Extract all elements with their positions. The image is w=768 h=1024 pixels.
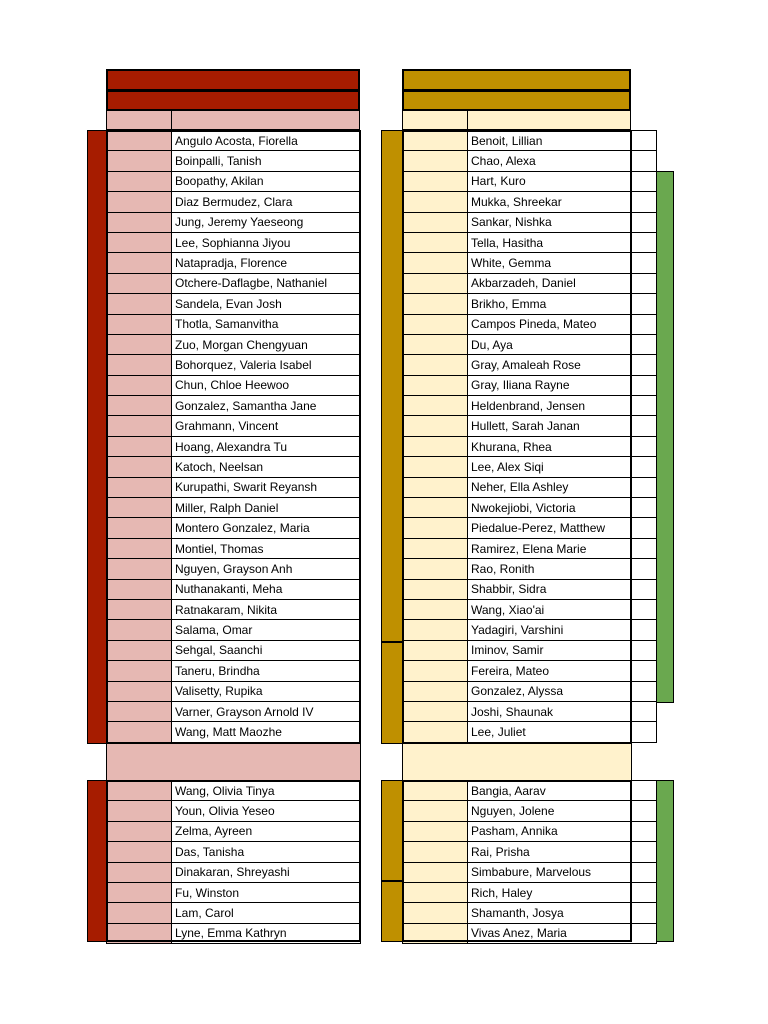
table-row — [403, 923, 657, 943]
row-color-cell[interactable] — [403, 436, 468, 456]
row-color-cell[interactable] — [403, 131, 468, 151]
student-name-cell[interactable]: Miller, Ralph Daniel — [172, 498, 361, 518]
student-name-cell[interactable]: Nguyen, Grayson Anh — [172, 559, 361, 579]
table-row — [107, 701, 361, 721]
row-color-cell[interactable] — [403, 801, 468, 821]
row-color-cell[interactable] — [403, 416, 468, 436]
row-color-cell[interactable] — [107, 599, 172, 619]
student-name-cell[interactable]: Du, Aya — [468, 334, 657, 354]
table-row — [403, 334, 657, 354]
table-row — [107, 538, 361, 558]
row-color-cell[interactable] — [403, 151, 468, 171]
right-header-bar-1 — [402, 69, 631, 91]
table-row — [403, 151, 657, 171]
student-name-cell[interactable]: Hullett, Sarah Janan — [468, 416, 657, 436]
table-row — [107, 334, 361, 354]
table-row — [107, 477, 361, 497]
student-name-cell[interactable]: Rich, Haley — [468, 882, 657, 902]
row-color-cell[interactable] — [107, 457, 172, 477]
student-name-cell[interactable]: Lee, Sophianna Jiyou — [172, 232, 361, 252]
row-color-cell[interactable] — [403, 538, 468, 558]
right-roster-table-1 — [402, 130, 657, 743]
table-row — [107, 294, 361, 314]
table-row — [403, 294, 657, 314]
table-row — [403, 701, 657, 721]
student-name-cell[interactable]: Benoit, Lillian — [468, 131, 657, 151]
row-color-cell[interactable] — [403, 862, 468, 882]
row-color-cell[interactable] — [403, 821, 468, 841]
table-row — [107, 498, 361, 518]
table-row — [107, 599, 361, 619]
row-color-cell[interactable] — [403, 923, 468, 943]
row-color-cell[interactable] — [403, 498, 468, 518]
right-header-bar-2 — [402, 90, 631, 111]
student-name-cell[interactable]: Montero Gonzalez, Maria — [172, 518, 361, 538]
row-color-cell[interactable] — [107, 781, 172, 801]
table-row — [403, 171, 657, 191]
student-name-cell[interactable]: Brikho, Emma — [468, 294, 657, 314]
row-color-cell[interactable] — [403, 477, 468, 497]
row-color-cell[interactable] — [403, 375, 468, 395]
row-color-cell[interactable] — [403, 192, 468, 212]
row-color-cell[interactable] — [107, 477, 172, 497]
student-name-cell[interactable]: Chao, Alexa — [468, 151, 657, 171]
row-color-cell[interactable] — [403, 722, 468, 742]
table-row — [403, 253, 657, 273]
student-name-cell[interactable]: Shamanth, Josya — [468, 903, 657, 923]
row-color-cell[interactable] — [107, 355, 172, 375]
row-color-cell[interactable] — [403, 171, 468, 191]
row-color-cell[interactable] — [403, 232, 468, 252]
student-name-cell[interactable]: Campos Pineda, Mateo — [468, 314, 657, 334]
row-color-cell[interactable] — [403, 457, 468, 477]
student-name-cell[interactable]: Fu, Winston — [172, 882, 361, 902]
right-roster-table-2 — [402, 780, 657, 944]
table-row — [107, 801, 361, 821]
student-name-cell[interactable]: Iminov, Samir — [468, 640, 657, 660]
student-name-cell[interactable]: Kurupathi, Swarit Reyansh — [172, 477, 361, 497]
row-color-cell[interactable] — [107, 538, 172, 558]
table-row — [403, 273, 657, 293]
student-name-cell[interactable]: Chun, Chloe Heewoo — [172, 375, 361, 395]
row-color-cell[interactable] — [107, 334, 172, 354]
student-name-cell[interactable]: Nguyen, Jolene — [468, 801, 657, 821]
student-name-cell[interactable]: Bangia, Aarav — [468, 781, 657, 801]
table-row — [403, 314, 657, 334]
row-color-cell[interactable] — [107, 862, 172, 882]
table-row — [403, 599, 657, 619]
student-name-cell[interactable]: Wang, Matt Maozhe — [172, 722, 361, 742]
left-subheader-row — [106, 110, 360, 130]
right-subheader-row — [402, 110, 631, 130]
student-name-cell[interactable]: Hoang, Alexandra Tu — [172, 436, 361, 456]
row-color-cell[interactable] — [403, 559, 468, 579]
table-row — [107, 882, 361, 902]
student-name-cell[interactable]: Boopathy, Akilan — [172, 171, 361, 191]
table-row — [107, 681, 361, 701]
row-color-cell[interactable] — [107, 151, 172, 171]
student-name-cell[interactable]: Varner, Grayson Arnold IV — [172, 701, 361, 721]
student-name-cell[interactable]: Ramirez, Elena Marie — [468, 538, 657, 558]
row-color-cell[interactable] — [403, 903, 468, 923]
table-row — [107, 457, 361, 477]
student-name-cell[interactable]: Natapradja, Florence — [172, 253, 361, 273]
row-color-cell[interactable] — [107, 232, 172, 252]
table-row — [403, 457, 657, 477]
right-spacer-block — [402, 743, 632, 781]
table-row — [403, 375, 657, 395]
row-color-cell[interactable] — [107, 375, 172, 395]
student-name-cell[interactable]: Gray, Amaleah Rose — [468, 355, 657, 375]
table-row — [403, 722, 657, 742]
table-row — [403, 559, 657, 579]
row-color-cell[interactable] — [107, 212, 172, 232]
student-name-cell[interactable]: Gonzalez, Samantha Jane — [172, 396, 361, 416]
row-color-cell[interactable] — [107, 640, 172, 660]
table-row — [403, 436, 657, 456]
student-name-cell[interactable]: Rao, Ronith — [468, 559, 657, 579]
table-row — [107, 620, 361, 640]
row-color-cell[interactable] — [107, 131, 172, 151]
table-row — [403, 882, 657, 902]
row-color-cell[interactable] — [403, 396, 468, 416]
right-group-2b-side-bar — [381, 881, 403, 942]
row-color-cell[interactable] — [107, 314, 172, 334]
table-row — [107, 842, 361, 862]
table-row — [403, 498, 657, 518]
row-color-cell[interactable] — [107, 681, 172, 701]
row-color-cell[interactable] — [107, 273, 172, 293]
row-color-cell[interactable] — [107, 661, 172, 681]
table-row — [403, 232, 657, 252]
left-spacer-block — [106, 743, 361, 781]
right-group-1b-side-bar — [381, 642, 403, 744]
right-group-1a-side-bar — [381, 130, 403, 642]
row-color-cell[interactable] — [403, 334, 468, 354]
student-name-cell[interactable]: Dinakaran, Shreyashi — [172, 862, 361, 882]
student-name-cell[interactable]: Tella, Hasitha — [468, 232, 657, 252]
table-row — [107, 151, 361, 171]
table-row — [107, 903, 361, 923]
student-name-cell[interactable]: Ratnakaram, Nikita — [172, 599, 361, 619]
row-color-cell[interactable] — [107, 923, 172, 943]
student-name-cell[interactable]: Zelma, Ayreen — [172, 821, 361, 841]
student-name-cell[interactable]: Otchere-Daflagbe, Nathaniel — [172, 273, 361, 293]
left-header-bar-1 — [106, 69, 360, 91]
row-color-cell[interactable] — [403, 640, 468, 660]
table-row — [107, 375, 361, 395]
student-name-cell[interactable]: Nwokejiobi, Victoria — [468, 498, 657, 518]
table-row — [403, 477, 657, 497]
table-row — [107, 273, 361, 293]
row-color-cell[interactable] — [107, 842, 172, 862]
row-color-cell[interactable] — [403, 518, 468, 538]
student-name-cell[interactable]: Bohorquez, Valeria Isabel — [172, 355, 361, 375]
row-color-cell[interactable] — [107, 253, 172, 273]
left-roster-table-2 — [106, 780, 361, 944]
table-row — [107, 862, 361, 882]
table-row — [403, 681, 657, 701]
student-name-cell[interactable]: Piedalue-Perez, Matthew — [468, 518, 657, 538]
table-row — [107, 314, 361, 334]
table-row — [107, 722, 361, 742]
table-row — [107, 416, 361, 436]
student-name-cell[interactable]: Jung, Jeremy Yaeseong — [172, 212, 361, 232]
table-row — [403, 801, 657, 821]
table-row — [403, 416, 657, 436]
left-group-1-side-bar — [87, 130, 107, 744]
row-color-cell[interactable] — [107, 518, 172, 538]
table-row — [107, 232, 361, 252]
table-row — [403, 842, 657, 862]
row-color-cell[interactable] — [403, 842, 468, 862]
left-roster-table-1 — [106, 130, 361, 743]
row-color-cell[interactable] — [107, 801, 172, 821]
table-row — [403, 862, 657, 882]
table-row — [107, 253, 361, 273]
table-row — [403, 620, 657, 640]
student-name-cell[interactable]: Sankar, Nishka — [468, 212, 657, 232]
row-color-cell[interactable] — [403, 882, 468, 902]
student-name-cell[interactable]: Valisetty, Rupika — [172, 681, 361, 701]
row-color-cell[interactable] — [403, 599, 468, 619]
row-color-cell[interactable] — [107, 620, 172, 640]
row-color-cell[interactable] — [107, 882, 172, 902]
table-row — [107, 579, 361, 599]
row-color-cell[interactable] — [107, 436, 172, 456]
student-name-cell[interactable]: Rai, Prisha — [468, 842, 657, 862]
table-row — [403, 131, 657, 151]
student-name-cell[interactable]: Akbarzadeh, Daniel — [468, 273, 657, 293]
student-name-cell[interactable]: Sehgal, Saanchi — [172, 640, 361, 660]
student-name-cell[interactable]: Pasham, Annika — [468, 821, 657, 841]
row-color-cell[interactable] — [107, 192, 172, 212]
row-color-cell[interactable] — [403, 294, 468, 314]
table-row — [403, 212, 657, 232]
student-name-cell[interactable]: Wang, Xiao'ai — [468, 599, 657, 619]
table-row — [403, 903, 657, 923]
row-color-cell[interactable] — [107, 701, 172, 721]
table-row — [107, 355, 361, 375]
row-color-cell[interactable] — [107, 171, 172, 191]
student-name-cell[interactable]: Lam, Carol — [172, 903, 361, 923]
row-color-cell[interactable] — [107, 903, 172, 923]
row-color-cell[interactable] — [403, 701, 468, 721]
student-name-cell[interactable]: Wang, Olivia Tinya — [172, 781, 361, 801]
table-row — [107, 640, 361, 660]
student-name-cell[interactable]: Neher, Ella Ashley — [468, 477, 657, 497]
table-row — [403, 821, 657, 841]
student-name-cell[interactable]: Diaz Bermudez, Clara — [172, 192, 361, 212]
table-row — [107, 781, 361, 801]
student-name-cell[interactable]: Lee, Juliet — [468, 722, 657, 742]
table-row — [107, 821, 361, 841]
table-row — [403, 538, 657, 558]
row-color-cell[interactable] — [403, 273, 468, 293]
student-name-cell[interactable]: Montiel, Thomas — [172, 538, 361, 558]
table-row — [107, 212, 361, 232]
row-color-cell[interactable] — [403, 681, 468, 701]
student-name-cell[interactable]: Simbabure, Marvelous — [468, 862, 657, 882]
student-name-cell[interactable]: Sandela, Evan Josh — [172, 294, 361, 314]
row-color-cell[interactable] — [403, 212, 468, 232]
student-name-cell[interactable]: Shabbir, Sidra — [468, 579, 657, 599]
student-name-cell[interactable]: White, Gemma — [468, 253, 657, 273]
student-name-cell[interactable]: Gonzalez, Alyssa — [468, 681, 657, 701]
row-color-cell[interactable] — [403, 579, 468, 599]
table-row — [403, 355, 657, 375]
table-row — [403, 518, 657, 538]
row-color-cell[interactable] — [403, 314, 468, 334]
row-color-cell[interactable] — [403, 781, 468, 801]
student-name-cell[interactable]: Lee, Alex Siqi — [468, 457, 657, 477]
table-row — [107, 192, 361, 212]
table-row — [107, 436, 361, 456]
table-row — [107, 131, 361, 151]
student-name-cell[interactable]: Heldenbrand, Jensen — [468, 396, 657, 416]
row-color-cell[interactable] — [403, 661, 468, 681]
student-name-cell[interactable]: Angulo Acosta, Fiorella — [172, 131, 361, 151]
table-row — [107, 518, 361, 538]
table-row — [403, 192, 657, 212]
student-name-cell[interactable]: Thotla, Samanvitha — [172, 314, 361, 334]
student-name-cell[interactable]: Khurana, Rhea — [468, 436, 657, 456]
table-row — [403, 640, 657, 660]
student-name-cell[interactable]: Katoch, Neelsan — [172, 457, 361, 477]
student-name-cell[interactable]: Fereira, Mateo — [468, 661, 657, 681]
student-name-cell[interactable]: Lyne, Emma Kathryn — [172, 923, 361, 943]
row-color-cell[interactable] — [107, 821, 172, 841]
table-row — [403, 579, 657, 599]
row-color-cell[interactable] — [107, 498, 172, 518]
student-name-cell[interactable]: Gray, Iliana Rayne — [468, 375, 657, 395]
table-row — [107, 923, 361, 943]
left-group-2-side-bar — [87, 780, 107, 942]
row-color-cell[interactable] — [107, 579, 172, 599]
student-name-cell[interactable]: Das, Tanisha — [172, 842, 361, 862]
student-name-cell[interactable]: Vivas Anez, Maria — [468, 923, 657, 943]
row-color-cell[interactable] — [107, 396, 172, 416]
table-row — [107, 661, 361, 681]
row-color-cell[interactable] — [107, 294, 172, 314]
table-row — [403, 781, 657, 801]
student-name-cell[interactable]: Taneru, Brindha — [172, 661, 361, 681]
row-color-cell[interactable] — [403, 620, 468, 640]
row-color-cell[interactable] — [403, 253, 468, 273]
row-color-cell[interactable] — [107, 559, 172, 579]
row-color-cell[interactable] — [107, 722, 172, 742]
student-name-cell[interactable]: Grahmann, Vincent — [172, 416, 361, 436]
table-row — [107, 171, 361, 191]
table-row — [107, 559, 361, 579]
student-name-cell[interactable]: Mukka, Shreekar — [468, 192, 657, 212]
student-name-cell[interactable]: Zuo, Morgan Chengyuan — [172, 334, 361, 354]
student-name-cell[interactable]: Hart, Kuro — [468, 171, 657, 191]
table-row — [403, 396, 657, 416]
right-group-2a-side-bar — [381, 780, 403, 881]
table-row — [107, 396, 361, 416]
row-color-cell[interactable] — [403, 355, 468, 375]
student-name-cell[interactable]: Yadagiri, Varshini — [468, 620, 657, 640]
left-header-bar-2 — [106, 90, 360, 111]
row-color-cell[interactable] — [107, 416, 172, 436]
student-name-cell[interactable]: Boinpalli, Tanish — [172, 151, 361, 171]
student-name-cell[interactable]: Nuthanakanti, Meha — [172, 579, 361, 599]
student-name-cell[interactable]: Salama, Omar — [172, 620, 361, 640]
student-name-cell[interactable]: Youn, Olivia Yeseo — [172, 801, 361, 821]
table-row — [403, 661, 657, 681]
student-name-cell[interactable]: Joshi, Shaunak — [468, 701, 657, 721]
